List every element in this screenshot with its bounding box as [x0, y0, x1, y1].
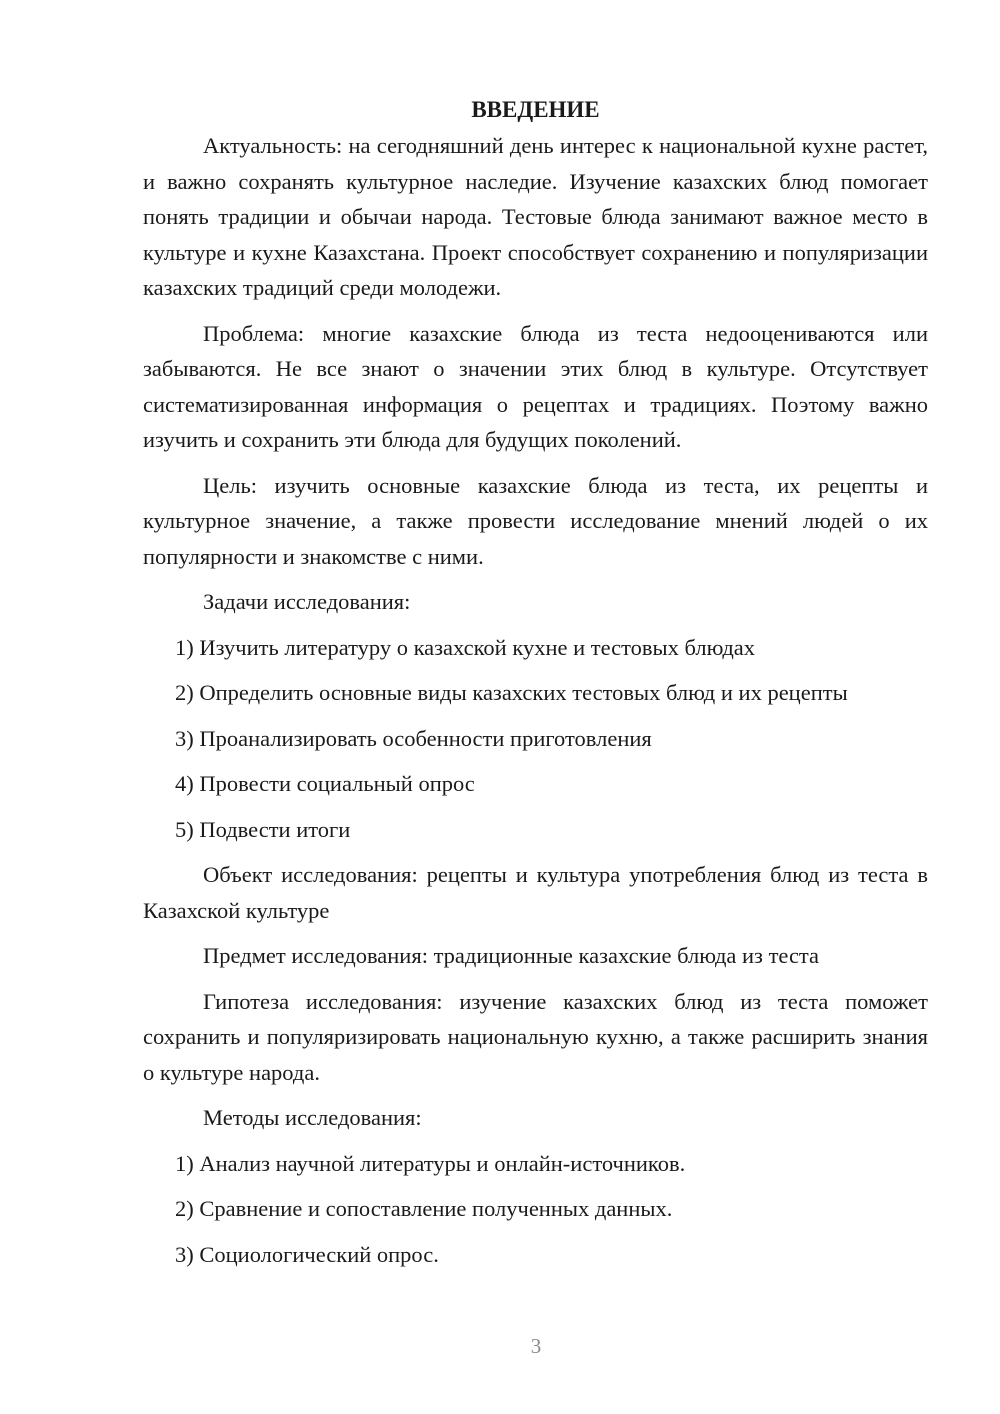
page-number: 3 — [530, 1334, 542, 1358]
list-item: 3) Социологический опрос. — [175, 1241, 439, 1267]
document-page — [143, 92, 928, 1282]
list-item: 4) Провести социальный опрос — [175, 771, 475, 796]
subject-paragraph: Предмет исследования: традиционные казахские блюда из теста — [203, 943, 820, 968]
list-item: 2) Сравнение и сопоставление полученных данных. — [175, 1196, 673, 1221]
list-item: 3) Проанализировать особенности приготовления — [175, 725, 652, 751]
list-item: 2) Определить основные виды казахских тестовых блюд и их рецепты — [175, 680, 848, 705]
methods-list — [143, 1146, 928, 1273]
goal-paragraph: Цель: изучить основные казахские блюда из теста, их рецепты и культурное значение, а также провести исследование мнений людей о их популярности и знакомстве с ними. — [143, 472, 928, 569]
tasks-heading: Задачи исследования: — [203, 589, 411, 614]
hypothesis-paragraph: Гипотеза исследования: изучение казахских блюд из теста поможет сохранить и популяризировать национальную кухню, а также расширить знания о культуре народа. — [143, 988, 928, 1085]
list-item: 5) Подвести итоги — [175, 816, 351, 842]
section-title: ВВЕДЕНИЕ — [471, 97, 600, 122]
tasks-list — [143, 630, 928, 848]
methods-heading: Методы исследования: — [203, 1105, 422, 1130]
object-paragraph: Объект исследования: рецепты и культура употребления блюд из теста в Казахской культуре — [143, 862, 928, 923]
problem-paragraph: Проблема: многие казахские блюда из теста недооцениваются или забываются. Не все знают о значении этих блюд в культуре. Отсутствует систематизированная информация о рецептах и традициях. Поэтому важно изучить и сохранить эти блюда для будущих поколений. — [143, 320, 928, 452]
relevance-paragraph: Актуальность: на сегодняшний день интерес к национальной кухне растет, и важно сохранять культурное наследие. Изучение казахских блюд помогает понять традиции и обычаи народа. Тестовые блюда занимают важное место в культуре и кухне Казахстана. Проект способствует сохранению и популяризации казахских традиций среди молодежи. — [143, 133, 928, 300]
list-item: 1) Анализ научной литературы и онлайн-источников. — [175, 1150, 686, 1176]
list-item: 1) Изучить литературу о казахской кухне и тестовых блюдах — [175, 634, 756, 660]
